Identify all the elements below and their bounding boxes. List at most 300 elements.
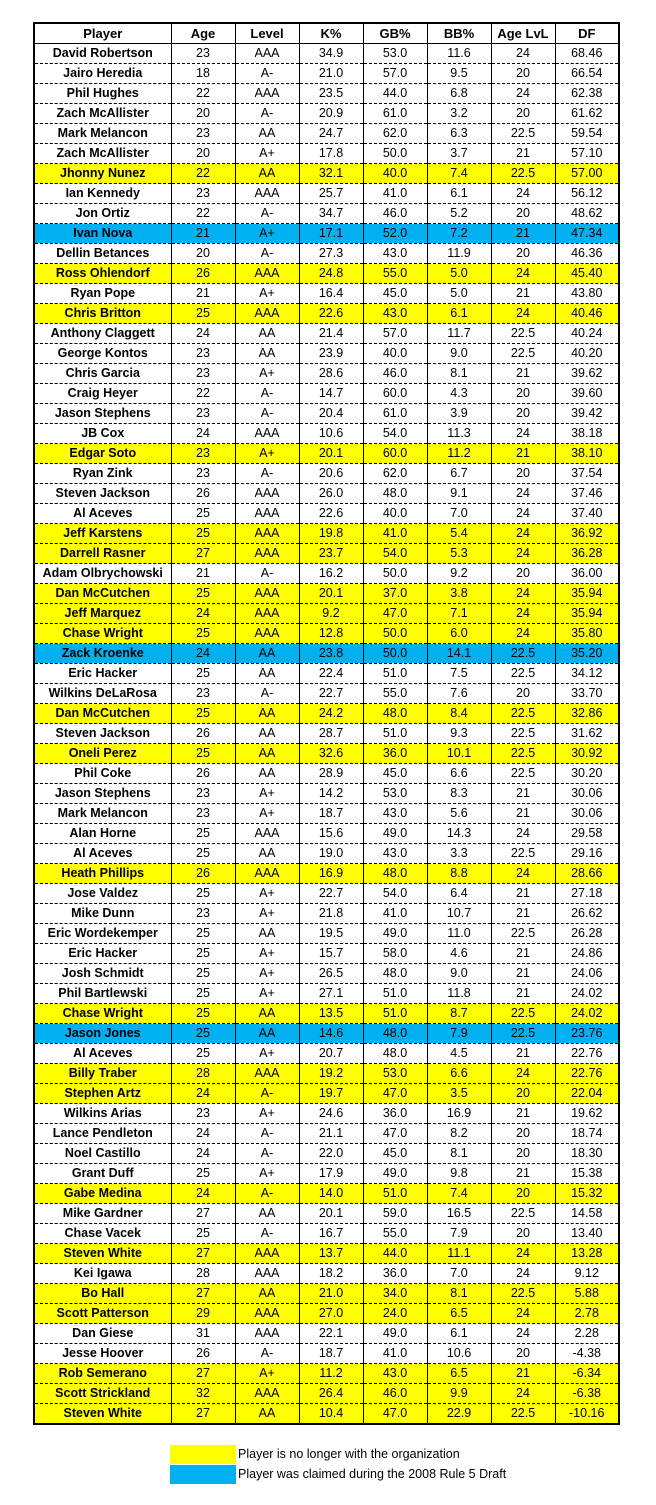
stat-cell: 21	[491, 984, 555, 1004]
player-cell: Adam Olbrychowski	[34, 564, 171, 584]
player-cell: Ian Kennedy	[34, 184, 171, 204]
stat-cell: 27	[171, 1364, 235, 1384]
table-row	[34, 264, 619, 284]
table-row	[34, 1384, 619, 1404]
stat-cell: 40.20	[555, 344, 619, 364]
stat-cell: 15.7	[299, 944, 363, 964]
stat-cell: 21.8	[299, 904, 363, 924]
stat-cell: 31.62	[555, 724, 619, 744]
stat-cell: 20.7	[299, 1044, 363, 1064]
stat-cell: 22.5	[491, 1204, 555, 1224]
player-cell: JB Cox	[34, 424, 171, 444]
stat-cell: 11.0	[427, 924, 491, 944]
stat-cell: 35.94	[555, 604, 619, 624]
stat-cell: 5.4	[427, 524, 491, 544]
table-row	[34, 464, 619, 484]
stat-cell: 46.36	[555, 244, 619, 264]
stat-cell: 6.5	[427, 1364, 491, 1384]
stat-cell: 8.1	[427, 1144, 491, 1164]
stat-cell: 19.5	[299, 924, 363, 944]
table-row	[34, 1024, 619, 1044]
stat-cell: 24	[491, 1244, 555, 1264]
player-cell: Gabe Medina	[34, 1184, 171, 1204]
stat-cell: 24.2	[299, 704, 363, 724]
stat-cell: 9.0	[427, 964, 491, 984]
stat-cell: 20	[491, 64, 555, 84]
stat-cell: 6.7	[427, 464, 491, 484]
table-row	[34, 1104, 619, 1124]
stat-cell: 51.0	[363, 1184, 427, 1204]
stat-cell: A-	[235, 404, 299, 424]
player-cell: Jesse Hoover	[34, 1344, 171, 1364]
stat-cell: 21	[491, 964, 555, 984]
stat-cell: 20.1	[299, 1204, 363, 1224]
player-cell: Mark Melancon	[34, 124, 171, 144]
stat-cell: 7.5	[427, 664, 491, 684]
table-row	[34, 404, 619, 424]
stat-cell: -6.34	[555, 1364, 619, 1384]
stat-cell: AA	[235, 1004, 299, 1024]
stat-cell: AAA	[235, 84, 299, 104]
stat-cell: 60.0	[363, 444, 427, 464]
stat-cell: 22.4	[299, 664, 363, 684]
table-row	[34, 124, 619, 144]
stat-cell: A-	[235, 244, 299, 264]
stat-cell: 5.88	[555, 1284, 619, 1304]
player-cell: Phil Hughes	[34, 84, 171, 104]
player-cell: Chase Wright	[34, 1004, 171, 1024]
stat-cell: 25	[171, 884, 235, 904]
stat-cell: 23	[171, 464, 235, 484]
stat-cell: 25	[171, 824, 235, 844]
stat-cell: AA	[235, 164, 299, 184]
stat-cell: A-	[235, 1184, 299, 1204]
player-cell: Steven White	[34, 1244, 171, 1264]
stat-cell: 20	[491, 384, 555, 404]
stat-cell: 48.0	[363, 704, 427, 724]
stat-cell: 45.0	[363, 764, 427, 784]
stat-cell: 25	[171, 624, 235, 644]
stat-cell: 27	[171, 1404, 235, 1425]
stat-cell: 27.1	[299, 984, 363, 1004]
player-cell: Chris Britton	[34, 304, 171, 324]
stat-cell: 32	[171, 1384, 235, 1404]
stat-cell: 46.0	[363, 364, 427, 384]
stat-cell: 49.0	[363, 924, 427, 944]
stat-cell: 23	[171, 784, 235, 804]
stat-cell: 57.0	[363, 64, 427, 84]
stat-cell: A+	[235, 364, 299, 384]
stat-cell: 9.9	[427, 1384, 491, 1404]
table-row	[34, 624, 619, 644]
stat-cell: A+	[235, 904, 299, 924]
player-cell: Noel Castillo	[34, 1144, 171, 1164]
stat-cell: 13.7	[299, 1244, 363, 1264]
column-header: Player	[34, 23, 171, 44]
stat-cell: AAA	[235, 184, 299, 204]
stat-cell: 5.3	[427, 544, 491, 564]
stat-cell: 26.28	[555, 924, 619, 944]
stat-cell: 53.0	[363, 1064, 427, 1084]
stat-cell: 5.0	[427, 284, 491, 304]
stat-cell: 23.76	[555, 1024, 619, 1044]
stat-cell: AA	[235, 744, 299, 764]
player-cell: Josh Schmidt	[34, 964, 171, 984]
stat-cell: 24	[171, 1144, 235, 1164]
player-cell: Zack Kroenke	[34, 644, 171, 664]
stat-cell: 6.6	[427, 764, 491, 784]
table-row	[34, 1184, 619, 1204]
player-cell: Stephen Artz	[34, 1084, 171, 1104]
player-cell: George Kontos	[34, 344, 171, 364]
stat-cell: 22.5	[491, 1024, 555, 1044]
stat-cell: 23	[171, 184, 235, 204]
table-body	[34, 44, 619, 1425]
stat-cell: 25	[171, 1024, 235, 1044]
stat-cell: 21	[491, 784, 555, 804]
stat-cell: 22	[171, 384, 235, 404]
stat-cell: 48.0	[363, 1024, 427, 1044]
stat-cell: 47.34	[555, 224, 619, 244]
stat-cell: 15.32	[555, 1184, 619, 1204]
stat-cell: 45.0	[363, 1144, 427, 1164]
stat-cell: 28	[171, 1064, 235, 1084]
table-row	[34, 864, 619, 884]
player-cell: Dan McCutchen	[34, 704, 171, 724]
stat-cell: 10.7	[427, 904, 491, 924]
stat-cell: 10.6	[427, 1344, 491, 1364]
stat-cell: 14.58	[555, 1204, 619, 1224]
table-row	[34, 564, 619, 584]
stat-cell: 30.92	[555, 744, 619, 764]
stat-cell: 17.9	[299, 1164, 363, 1184]
stat-cell: 7.4	[427, 164, 491, 184]
table-row	[34, 44, 619, 64]
stat-cell: 22.5	[491, 1284, 555, 1304]
table-row	[34, 944, 619, 964]
column-header: Age LvL	[491, 23, 555, 44]
stat-cell: 51.0	[363, 1004, 427, 1024]
stat-cell: -4.38	[555, 1344, 619, 1364]
stat-cell: 19.7	[299, 1084, 363, 1104]
stat-cell: AAA	[235, 864, 299, 884]
stat-cell: 60.0	[363, 384, 427, 404]
stat-cell: 22.7	[299, 884, 363, 904]
table-row	[34, 64, 619, 84]
stat-cell: 24	[491, 1304, 555, 1324]
stat-cell: 68.46	[555, 44, 619, 64]
stat-cell: 38.18	[555, 424, 619, 444]
stat-cell: 20.4	[299, 404, 363, 424]
table-row	[34, 884, 619, 904]
stats-table	[33, 22, 620, 1425]
stat-cell: 25	[171, 744, 235, 764]
stat-cell: 23	[171, 364, 235, 384]
player-cell: Dan McCutchen	[34, 584, 171, 604]
stat-cell: 15.38	[555, 1164, 619, 1184]
stat-cell: 21	[171, 564, 235, 584]
table-row	[34, 1144, 619, 1164]
stat-cell: 66.54	[555, 64, 619, 84]
stat-cell: 24	[491, 524, 555, 544]
table-row	[34, 1364, 619, 1384]
stat-cell: 20.6	[299, 464, 363, 484]
stat-cell: 21	[491, 1164, 555, 1184]
player-cell: Phil Bartlewski	[34, 984, 171, 1004]
stat-cell: 14.6	[299, 1024, 363, 1044]
table-row	[34, 484, 619, 504]
stat-cell: 6.1	[427, 1324, 491, 1344]
stat-cell: 18.74	[555, 1124, 619, 1144]
stat-cell: 23	[171, 1104, 235, 1124]
stat-cell: 17.1	[299, 224, 363, 244]
stat-cell: 48.0	[363, 1044, 427, 1064]
stat-cell: 55.0	[363, 684, 427, 704]
stat-cell: 21.0	[299, 1284, 363, 1304]
stat-cell: 59.0	[363, 1204, 427, 1224]
table-row	[34, 1404, 619, 1425]
stat-cell: 27	[171, 544, 235, 564]
stat-cell: 6.4	[427, 884, 491, 904]
table-row	[34, 984, 619, 1004]
stat-cell: 24	[171, 324, 235, 344]
stat-cell: 19.62	[555, 1104, 619, 1124]
table-row	[34, 104, 619, 124]
stat-cell: 45.0	[363, 284, 427, 304]
stat-cell: 21	[491, 284, 555, 304]
stat-cell: A-	[235, 564, 299, 584]
stat-cell: 24	[491, 604, 555, 624]
stat-cell: 48.0	[363, 484, 427, 504]
stat-cell: 49.0	[363, 1324, 427, 1344]
stat-cell: 34.7	[299, 204, 363, 224]
stat-cell: 14.3	[427, 824, 491, 844]
stat-cell: A+	[235, 1364, 299, 1384]
stat-cell: 24	[491, 424, 555, 444]
stat-cell: 24	[491, 824, 555, 844]
player-cell: Jose Valdez	[34, 884, 171, 904]
stat-cell: 24	[491, 84, 555, 104]
stat-cell: A+	[235, 944, 299, 964]
player-cell: Jairo Heredia	[34, 64, 171, 84]
stat-cell: 61.0	[363, 104, 427, 124]
stat-cell: 24.02	[555, 1004, 619, 1024]
stat-cell: 16.9	[299, 864, 363, 884]
player-cell: Alan Horne	[34, 824, 171, 844]
stat-cell: 50.0	[363, 644, 427, 664]
player-cell: Billy Traber	[34, 1064, 171, 1084]
stat-cell: 41.0	[363, 1344, 427, 1364]
stat-cell: 39.42	[555, 404, 619, 424]
stat-cell: AA	[235, 324, 299, 344]
stat-cell: 50.0	[363, 624, 427, 644]
stat-cell: 21	[491, 364, 555, 384]
stat-cell: 50.0	[363, 564, 427, 584]
stat-cell: 24.02	[555, 984, 619, 1004]
stat-cell: 20	[491, 1084, 555, 1104]
stat-cell: 32.86	[555, 704, 619, 724]
stat-cell: AAA	[235, 524, 299, 544]
stat-cell: 41.0	[363, 524, 427, 544]
stat-cell: 61.0	[363, 404, 427, 424]
table-row	[34, 1264, 619, 1284]
stat-cell: 24.6	[299, 1104, 363, 1124]
stat-cell: 46.0	[363, 1384, 427, 1404]
stat-cell: 23	[171, 804, 235, 824]
stat-cell: 23	[171, 344, 235, 364]
stat-cell: AAA	[235, 44, 299, 64]
stat-cell: 23.5	[299, 84, 363, 104]
stat-cell: 40.24	[555, 324, 619, 344]
player-cell: Jeff Karstens	[34, 524, 171, 544]
stat-cell: AAA	[235, 264, 299, 284]
stat-cell: 47.0	[363, 1084, 427, 1104]
player-cell: Heath Phillips	[34, 864, 171, 884]
stat-cell: A+	[235, 224, 299, 244]
stat-cell: 34.0	[363, 1284, 427, 1304]
stat-cell: 24	[491, 44, 555, 64]
stat-cell: 26	[171, 764, 235, 784]
stat-cell: 53.0	[363, 784, 427, 804]
player-cell: Ryan Zink	[34, 464, 171, 484]
stat-cell: 58.0	[363, 944, 427, 964]
stat-cell: 20	[491, 684, 555, 704]
stat-cell: 27	[171, 1284, 235, 1304]
stat-cell: A+	[235, 884, 299, 904]
stat-cell: 22.5	[491, 744, 555, 764]
stat-cell: AAA	[235, 304, 299, 324]
stat-cell: 8.2	[427, 1124, 491, 1144]
stat-cell: 24	[491, 1264, 555, 1284]
stat-cell: 36.0	[363, 744, 427, 764]
table-row	[34, 84, 619, 104]
stat-cell: 36.0	[363, 1264, 427, 1284]
stat-cell: AAA	[235, 504, 299, 524]
stat-cell: 21	[491, 224, 555, 244]
stat-cell: 25	[171, 1224, 235, 1244]
player-cell: Jason Stephens	[34, 404, 171, 424]
stat-cell: A-	[235, 1344, 299, 1364]
stat-cell: 6.8	[427, 84, 491, 104]
stat-cell: 8.8	[427, 864, 491, 884]
stat-cell: 25	[171, 984, 235, 1004]
stat-cell: 23	[171, 444, 235, 464]
player-cell: Jhonny Nunez	[34, 164, 171, 184]
stat-cell: A+	[235, 784, 299, 804]
stat-cell: 20.1	[299, 444, 363, 464]
stat-cell: 19.0	[299, 844, 363, 864]
stat-cell: 22.5	[491, 344, 555, 364]
stat-cell: 11.1	[427, 1244, 491, 1264]
stat-cell: 20.9	[299, 104, 363, 124]
stat-cell: 28.7	[299, 724, 363, 744]
table-row	[34, 164, 619, 184]
stat-cell: 21	[491, 804, 555, 824]
stat-cell: 36.28	[555, 544, 619, 564]
player-cell: Bo Hall	[34, 1284, 171, 1304]
stat-cell: 22.04	[555, 1084, 619, 1104]
column-header: Level	[235, 23, 299, 44]
stat-cell: A+	[235, 144, 299, 164]
stat-cell: 24	[171, 604, 235, 624]
stat-cell: 4.5	[427, 1044, 491, 1064]
stat-cell: 2.78	[555, 1304, 619, 1324]
stat-cell: 21	[491, 1104, 555, 1124]
stat-cell: 3.8	[427, 584, 491, 604]
stat-cell: 25	[171, 1004, 235, 1024]
stat-cell: 11.3	[427, 424, 491, 444]
stat-cell: AAA	[235, 824, 299, 844]
stat-cell: 7.0	[427, 1264, 491, 1284]
stat-cell: 30.20	[555, 764, 619, 784]
player-cell: Jason Jones	[34, 1024, 171, 1044]
table-row	[34, 1084, 619, 1104]
stat-cell: 25	[171, 1044, 235, 1064]
stat-cell: AA	[235, 124, 299, 144]
player-cell: Eric Wordekemper	[34, 924, 171, 944]
stat-cell: 14.0	[299, 1184, 363, 1204]
stat-cell: 47.0	[363, 604, 427, 624]
stat-cell: AAA	[235, 584, 299, 604]
table-row	[34, 544, 619, 564]
stat-cell: 27.3	[299, 244, 363, 264]
stat-cell: A+	[235, 444, 299, 464]
stat-cell: AAA	[235, 604, 299, 624]
stat-cell: 22.5	[491, 924, 555, 944]
stat-cell: A+	[235, 1044, 299, 1064]
stat-cell: 43.80	[555, 284, 619, 304]
stat-cell: AA	[235, 924, 299, 944]
table-row	[34, 304, 619, 324]
stat-cell: 6.3	[427, 124, 491, 144]
stat-cell: 40.0	[363, 344, 427, 364]
stat-cell: 30.06	[555, 784, 619, 804]
stat-cell: 23	[171, 904, 235, 924]
stat-cell: 24	[491, 544, 555, 564]
stat-cell: 6.6	[427, 1064, 491, 1084]
stat-cell: 20	[491, 104, 555, 124]
stat-cell: AAA	[235, 1384, 299, 1404]
table-row	[34, 644, 619, 664]
stat-cell: AAA	[235, 1244, 299, 1264]
stat-cell: AAA	[235, 424, 299, 444]
stat-cell: 54.0	[363, 544, 427, 564]
stat-cell: 62.0	[363, 464, 427, 484]
stat-cell: 22.5	[491, 324, 555, 344]
stat-cell: 22	[171, 164, 235, 184]
player-cell: Kei Igawa	[34, 1264, 171, 1284]
stat-cell: 20	[491, 564, 555, 584]
stat-cell: 24	[171, 424, 235, 444]
stat-cell: 24	[491, 184, 555, 204]
stat-cell: 61.62	[555, 104, 619, 124]
table-row	[34, 424, 619, 444]
stat-cell: 21	[491, 144, 555, 164]
player-cell: Al Aceves	[34, 844, 171, 864]
stat-cell: 28.9	[299, 764, 363, 784]
stat-cell: 9.2	[427, 564, 491, 584]
stat-cell: 18.2	[299, 1264, 363, 1284]
stat-cell: 9.1	[427, 484, 491, 504]
column-header: GB%	[363, 23, 427, 44]
stat-cell: AAA	[235, 1304, 299, 1324]
stat-cell: 8.4	[427, 704, 491, 724]
stat-cell: 9.5	[427, 64, 491, 84]
stat-cell: 25	[171, 1164, 235, 1184]
table-row	[34, 384, 619, 404]
stat-cell: 20	[491, 464, 555, 484]
stat-cell: 51.0	[363, 724, 427, 744]
